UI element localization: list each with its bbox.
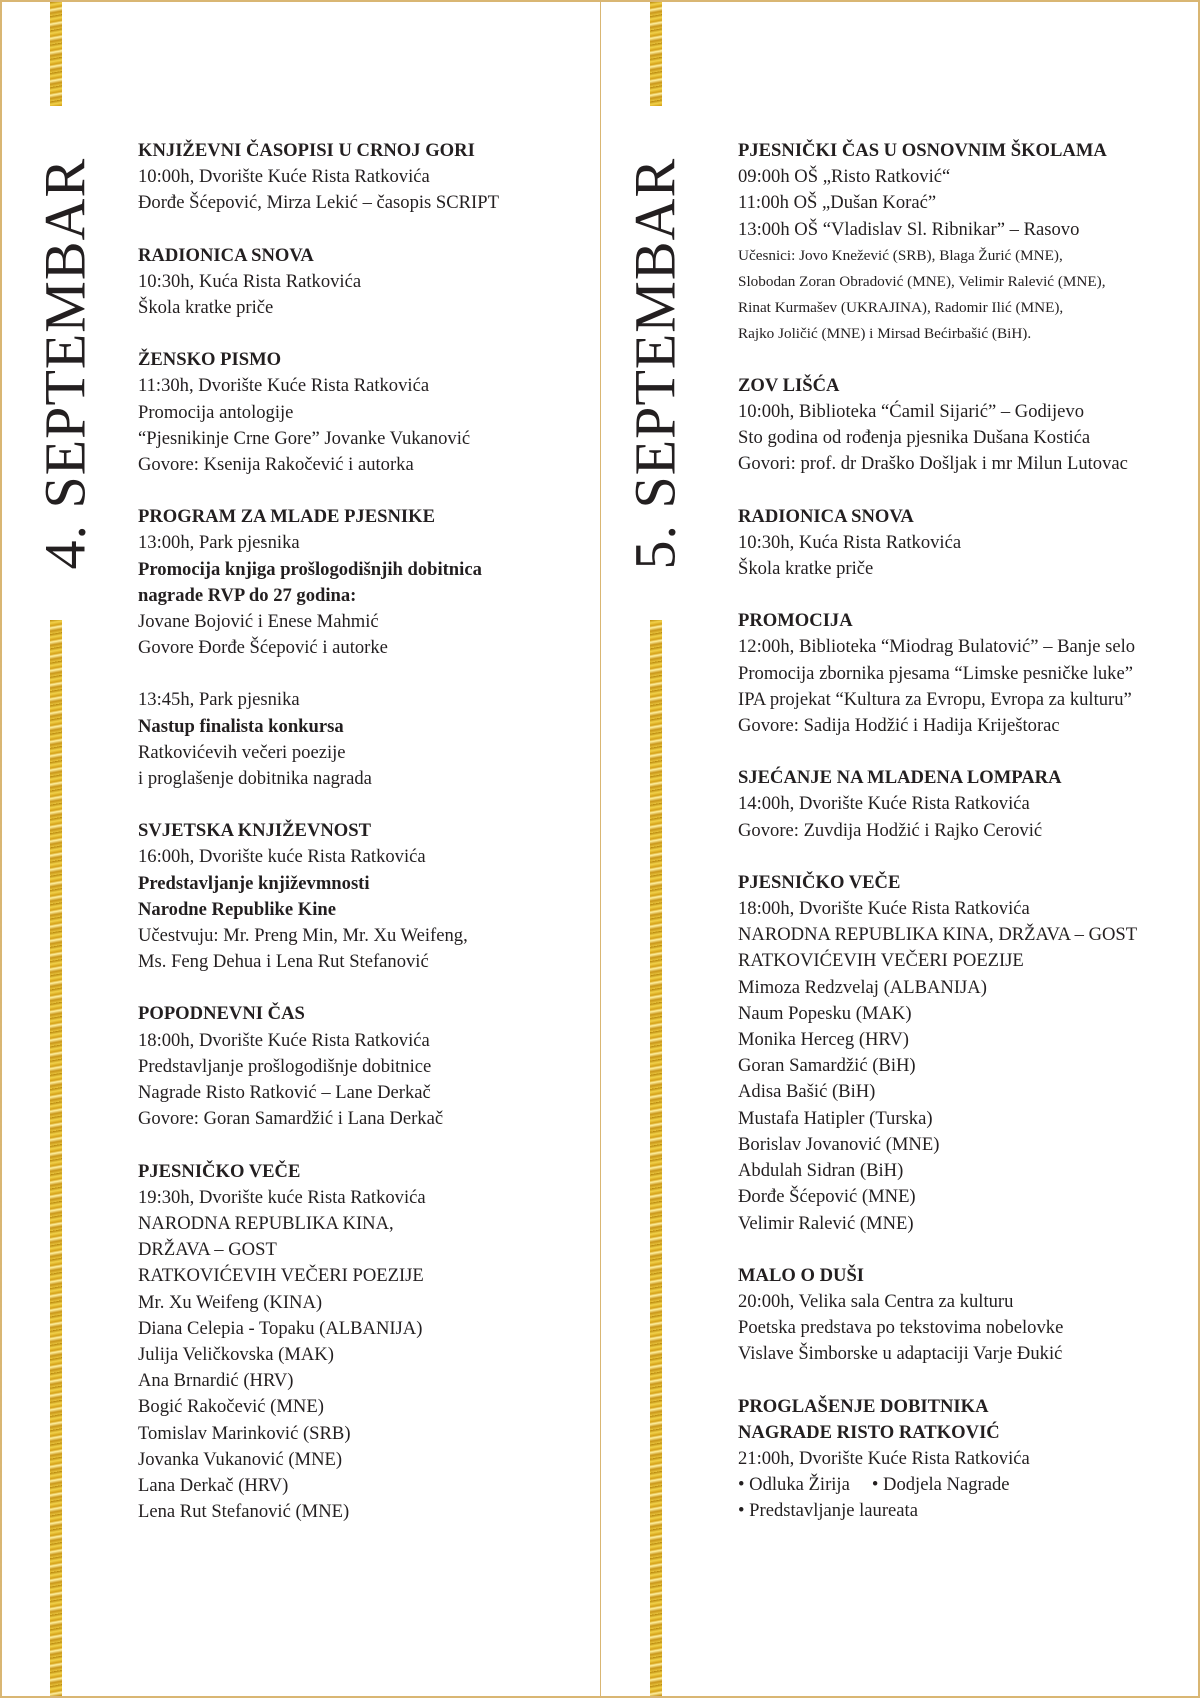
event-line: DRŽAVA – GOST	[138, 1239, 277, 1261]
event-heading: PROGRAM ZA MLADE PJESNIKE	[138, 506, 436, 528]
event-line: 10:30h, Kuća Rista Ratkovića	[738, 531, 962, 553]
event-line: 16:00h, Dvorište kuće Rista Ratkovića	[138, 846, 426, 868]
event-line: 13:00h OŠ “Vladislav Sl. Ribnikar” – Rasovo	[738, 218, 1080, 240]
event-line: 10:00h, Dvorište Kuće Rista Ratkovića	[138, 166, 430, 188]
event-heading: SVJETSKA KNJIŽEVNOST	[138, 820, 372, 842]
event-line: Ratkovićevih večeri poezije	[138, 741, 346, 763]
event-line-bold: nagrade RVP do 27 godina:	[138, 584, 357, 606]
event	[138, 1001, 578, 1132]
gold-ribbon-right-top	[650, 2, 662, 106]
event-heading: PROMOCIJA	[738, 610, 853, 632]
day-title-4-september: 4. SEPTEMBAR	[32, 157, 98, 570]
event	[738, 373, 1178, 478]
event	[138, 687, 578, 792]
event-line: 10:30h, Kuća Rista Ratkovića	[138, 270, 362, 292]
event-line: 18:00h, Dvorište Kuće Rista Ratkovića	[138, 1029, 430, 1051]
event-heading: RADIONICA SNOVA	[138, 244, 314, 266]
participant: Mustafa Hatipler (Turska)	[738, 1107, 933, 1129]
participant: Naum Popesku (MAK)	[738, 1002, 912, 1024]
event-line: Škola kratke priče	[738, 558, 874, 580]
bullet-item: • Dodjela Nagrade	[871, 1474, 1010, 1496]
event-line: Govore Đorđe Šćepović i autorke	[138, 637, 388, 659]
event-line-small: Rinat Kurmašev (UKRAJINA), Radomir Ilić (MNE),	[738, 298, 1064, 316]
event-line-small: Rajko Joličić (MNE) i Mirsad Bećirbašić (BiH).	[738, 324, 1032, 342]
event-line: i proglašenje dobitnika nagrada	[138, 768, 372, 790]
event-line-small: Slobodan Zoran Obradović (MNE), Velimir Ralević (MNE),	[738, 272, 1106, 290]
event-line: Poetska predstava po tekstovima nobelovke	[738, 1317, 1064, 1339]
bullet-item: • Predstavljanje laureata	[738, 1500, 918, 1522]
event	[738, 1394, 1178, 1525]
gold-ribbon-left-top	[50, 2, 62, 106]
event-line: IPA projekat “Kultura za Evropu, Evropa za kulturu”	[738, 688, 1132, 710]
event-line: 11:00h OŠ „Dušan Korać”	[738, 192, 937, 214]
event-heading: ŽENSKO PISMO	[138, 349, 282, 371]
event-line: “Pjesnikinje Crne Gore” Jovanke Vukanović	[138, 427, 471, 449]
event-heading: PJESNIČKO VEČE	[138, 1160, 301, 1182]
event-line-bold: Promocija knjiga prošlogodišnjih dobitnica	[138, 558, 482, 580]
event-line: 19:30h, Dvorište kuće Rista Ratkovića	[138, 1186, 426, 1208]
participant: Lena Rut Stefanović (MNE)	[138, 1501, 350, 1523]
event-line: 20:00h, Velika sala Centra za kulturu	[738, 1290, 1014, 1312]
panel-divider	[600, 0, 601, 1698]
participant: Mimoza Redzvelaj (ALBANIJA)	[738, 976, 987, 998]
event-line: Govori: prof. dr Draško Došljak i mr Milun Lutovac	[738, 453, 1128, 475]
event	[138, 138, 578, 217]
participant: Velimir Ralević (MNE)	[738, 1212, 914, 1234]
event-heading: PJESNIČKO VEČE	[738, 871, 901, 893]
event-line: 21:00h, Dvorište Kuće Rista Ratkovića	[738, 1447, 1030, 1469]
participant: Abdulah Sidran (BiH)	[738, 1160, 904, 1182]
day-4-schedule	[138, 138, 578, 1551]
event-line-bold: Nastup finalista konkursa	[138, 715, 344, 737]
event-heading: ZOV LIŠĆA	[738, 374, 840, 396]
event-line: Govore: Goran Samardžić i Lana Derkač	[138, 1108, 444, 1130]
day-5-schedule	[738, 138, 1178, 1551]
event-heading: MALO O DUŠI	[738, 1264, 865, 1286]
event	[138, 818, 578, 975]
event-line: 13:00h, Park pjesnika	[138, 532, 300, 554]
event-line: Đorđe Šćepović, Mirza Lekić – časopis SCRIPT	[138, 192, 499, 214]
event-heading: NAGRADE RISTO RATKOVIĆ	[738, 1421, 1000, 1443]
event-line: NARODNA REPUBLIKA KINA,	[138, 1212, 394, 1234]
event	[138, 347, 578, 478]
event-line: 11:30h, Dvorište Kuće Rista Ratkovića	[138, 375, 430, 397]
bullet-row	[738, 1472, 1178, 1498]
event-line: Nagrade Risto Ratković – Lane Derkač	[138, 1082, 431, 1104]
event-line: Govore: Zuvdija Hodžić i Rajko Cerović	[738, 819, 1043, 841]
event-line: 09:00h OŠ „Risto Ratković“	[738, 166, 951, 188]
event	[138, 243, 578, 322]
event	[738, 138, 1178, 347]
participant: Ana Brnardić (HRV)	[138, 1370, 294, 1392]
event-line: 18:00h, Dvorište Kuće Rista Ratkovića	[738, 898, 1030, 920]
day-title-5-september: 5. SEPTEMBAR	[622, 157, 688, 570]
gold-ribbon-left-bottom	[50, 620, 62, 1696]
event-line: 12:00h, Biblioteka “Miodrag Bulatović” – Banje selo	[738, 636, 1136, 658]
event-line: Govore: Sadija Hodžić i Hadija Kriještorac	[738, 715, 1060, 737]
event-line: Predstavljanje prošlogodišnje dobitnice	[138, 1055, 432, 1077]
event-line-bold: Narodne Republike Kine	[138, 898, 337, 920]
event-line: Sto godina od rođenja pjesnika Dušana Kostića	[738, 427, 1091, 449]
event-heading: KNJIŽEVNI ČASOPISI U CRNOJ GORI	[138, 140, 475, 161]
event	[138, 504, 578, 661]
bullet-item: • Odluka Žirija	[738, 1474, 850, 1496]
participant: Goran Samardžić (BiH)	[738, 1055, 916, 1077]
event-line: RATKOVIĆEVIH VEČERI POEZIJE	[138, 1265, 424, 1287]
participant: Diana Celepia - Topaku (ALBANIJA)	[138, 1317, 423, 1339]
participant: Monika Herceg (HRV)	[738, 1029, 909, 1051]
event-line: Promocija antologije	[138, 401, 294, 423]
event-line: Vislave Šimborske u adaptaciji Varje Đukić	[738, 1343, 1063, 1365]
event-heading: PJESNIČKI ČAS U OSNOVNIM ŠKOLAMA	[738, 140, 1107, 161]
participant: Mr. Xu Weifeng (KINA)	[138, 1291, 323, 1313]
participant: Đorđe Šćepović (MNE)	[738, 1186, 916, 1208]
event-line: Škola kratke priče	[138, 297, 274, 319]
event	[738, 504, 1178, 583]
event-heading: SJEĆANJE NA MLADENA LOMPARA	[738, 767, 1062, 789]
participant: Julija Veličkovska (MAK)	[138, 1343, 334, 1365]
event-heading: RADIONICA SNOVA	[738, 505, 914, 527]
event	[738, 608, 1178, 739]
event-line-small: Učesnici: Jovo Knežević (SRB), Blaga Žurić (MNE),	[738, 246, 1063, 264]
event-line: Promocija zbornika pjesama “Limske pesničke luke”	[738, 662, 1133, 684]
event	[738, 870, 1178, 1237]
participant: Adisa Bašić (BiH)	[738, 1081, 876, 1103]
participant: Jovanka Vukanović (MNE)	[138, 1448, 343, 1470]
event-line-bold: Predstavljanje književmnosti	[138, 872, 370, 894]
event	[738, 765, 1178, 844]
participant: Bogić Rakočević (MNE)	[138, 1396, 324, 1418]
event-line: Govore: Ksenija Rakočević i autorka	[138, 454, 414, 476]
event	[138, 1159, 578, 1526]
event-line: 13:45h, Park pjesnika	[138, 689, 300, 711]
participant: Tomislav Marinković (SRB)	[138, 1422, 351, 1444]
event-line: Ms. Feng Dehua i Lena Rut Stefanović	[138, 951, 429, 973]
event-heading: POPODNEVNI ČAS	[138, 1003, 305, 1025]
participant: Borislav Jovanović (MNE)	[738, 1133, 940, 1155]
event-line: Učestvuju: Mr. Preng Min, Mr. Xu Weifeng,	[138, 925, 468, 947]
event-line: Jovane Bojović i Enese Mahmić	[138, 611, 379, 633]
gold-ribbon-right-bottom	[650, 620, 662, 1696]
participant: Lana Derkač (HRV)	[138, 1474, 289, 1496]
event-line: RATKOVIĆEVIH VEČERI POEZIJE	[738, 950, 1024, 972]
event	[738, 1263, 1178, 1368]
event-line: 14:00h, Dvorište Kuće Rista Ratkovića	[738, 793, 1030, 815]
event-line: NARODNA REPUBLIKA KINA, DRŽAVA – GOST	[738, 924, 1138, 946]
event-line: 10:00h, Biblioteka “Ćamil Sijarić” – Godijevo	[738, 401, 1084, 423]
event-heading: PROGLAŠENJE DOBITNIKA	[738, 1395, 989, 1417]
